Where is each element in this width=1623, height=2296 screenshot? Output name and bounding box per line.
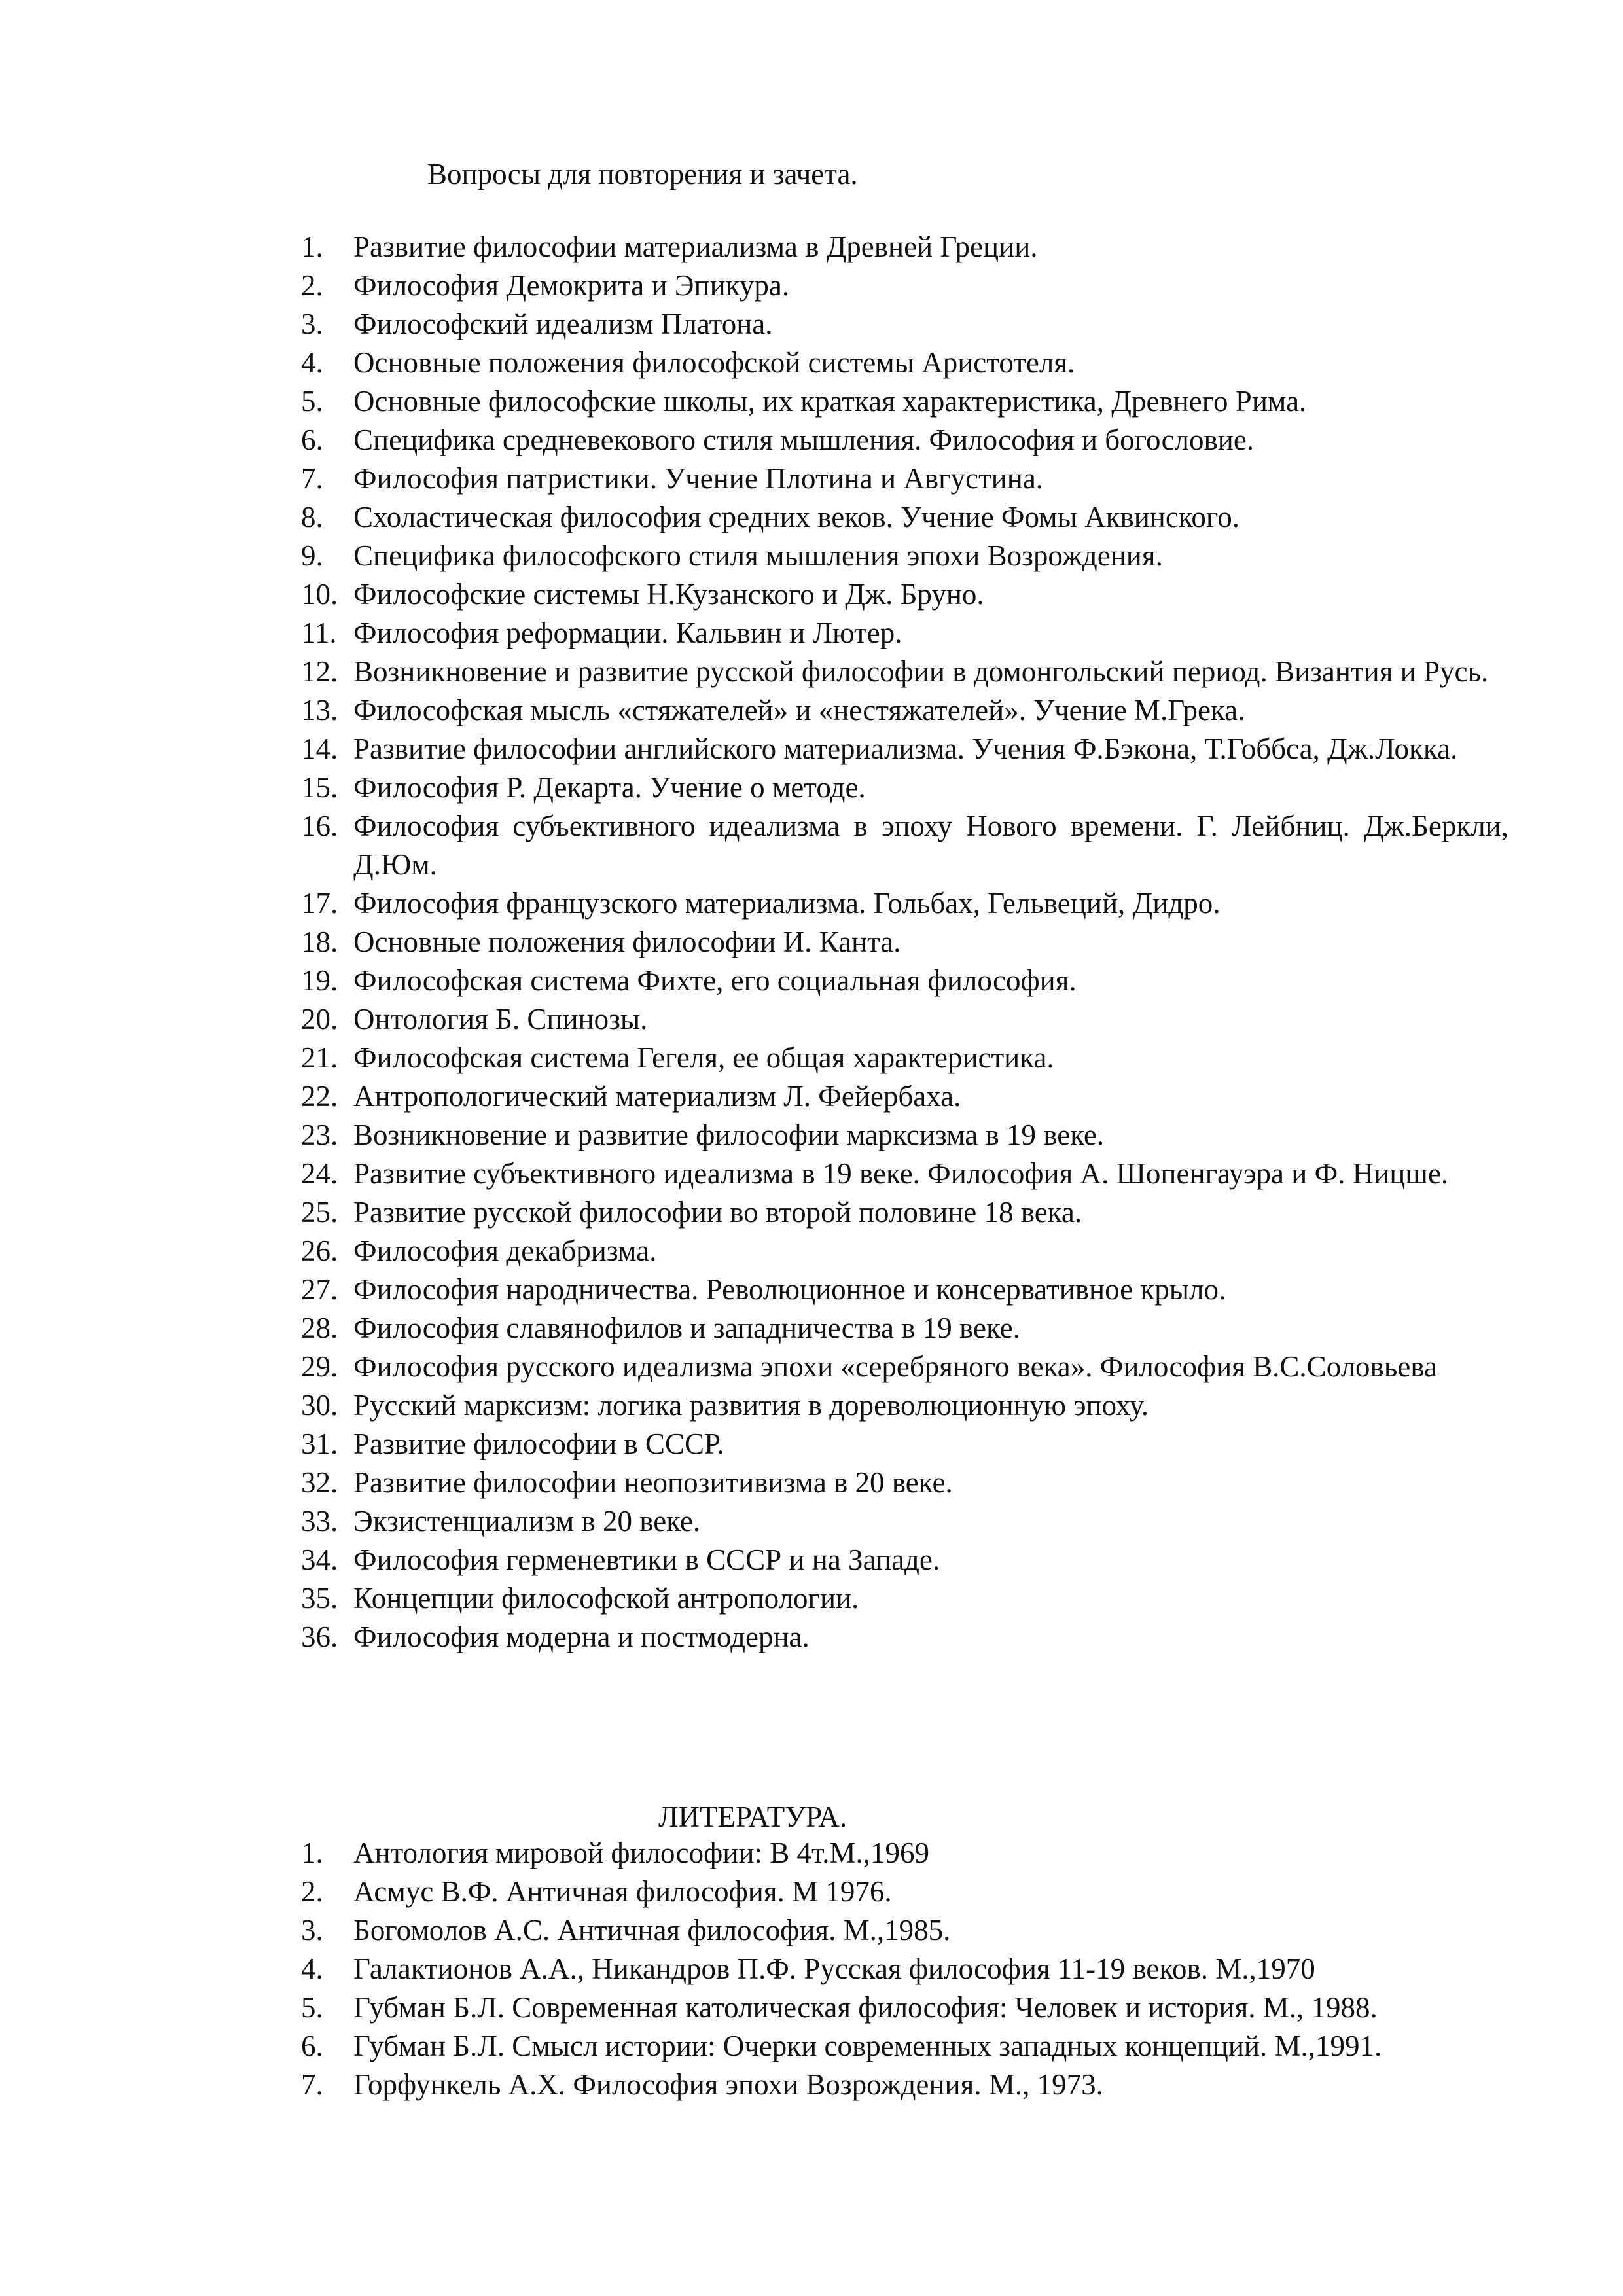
question-item [301, 923, 1508, 961]
item-number: 18. [301, 925, 338, 958]
item-text: Философия модерна и постмодерна. [353, 1621, 810, 1653]
question-item [301, 1270, 1508, 1309]
question-item [301, 1232, 1508, 1270]
literature-heading: ЛИТЕРАТУРА. [658, 1801, 847, 1833]
item-number: 7. [301, 462, 323, 495]
item-number: 5. [301, 385, 323, 418]
item-number: 17. [301, 887, 338, 920]
item-text: Специфика средневекового стиля мышления. Философия и богословие. [353, 423, 1255, 456]
item-number: 6. [301, 423, 323, 456]
item-number: 32. [301, 1466, 338, 1499]
item-text: Концепции философской антропологии. [353, 1582, 859, 1615]
question-item [301, 537, 1508, 575]
item-number: 25. [301, 1196, 338, 1229]
question-item [301, 1579, 1508, 1618]
item-number: 4. [301, 346, 323, 379]
item-number: 36. [301, 1621, 338, 1653]
question-item [301, 1425, 1508, 1463]
item-text: Философия декабризма. [353, 1234, 657, 1267]
question-item [301, 1618, 1508, 1657]
item-text: Философия субъективного идеализма в эпоху Нового времени. Г. Лейбниц. Дж.Беркли, Д.Юм. [353, 810, 1508, 881]
item-text: Философия Демокрита и Эпикура. [353, 269, 790, 302]
question-item [301, 653, 1508, 691]
item-text: Асмус В.Ф. Античная философия. М 1976. [353, 1875, 892, 1908]
item-text: Губман Б.Л. Смысл истории: Очерки современных западных концепций. М.,1991. [353, 2030, 1382, 2062]
literature-item [301, 1873, 1508, 1911]
item-text: Философские системы Н.Кузанского и Дж. Бруно. [353, 578, 984, 611]
item-text: Антология мировой философии: В 4т.М.,1969 [353, 1837, 930, 1869]
question-item [301, 691, 1508, 730]
question-item [301, 1116, 1508, 1155]
item-number: 3. [301, 1914, 323, 1946]
question-item [301, 1502, 1508, 1541]
question-item [301, 344, 1508, 382]
item-text: Развитие русской философии во второй половине 18 века. [353, 1196, 1082, 1229]
question-item [301, 575, 1508, 614]
item-number: 8. [301, 501, 323, 533]
question-item [301, 1000, 1508, 1039]
item-number: 2. [301, 1875, 323, 1908]
literature-item [301, 1988, 1508, 2027]
item-text: Философия французского материализма. Гольбах, Гельвеций, Дидро. [353, 887, 1221, 920]
item-number: 12. [301, 655, 338, 688]
item-text: Галактионов А.А., Никандров П.Ф. Русская философия 11-19 веков. М.,1970 [353, 1952, 1315, 1985]
item-text: Философия патристики. Учение Плотина и Августина. [353, 462, 1044, 495]
item-number: 11. [301, 617, 337, 649]
questions-heading: Вопросы для повторения и зачета. [427, 158, 858, 190]
item-number: 29. [301, 1350, 338, 1383]
question-item [301, 1039, 1508, 1077]
item-text: Развитие философии материализма в Древней Греции. [353, 230, 1038, 263]
item-text: Философия русского идеализма эпохи «серебряного века». Философия В.С.Соловьева [353, 1350, 1437, 1383]
item-number: 9. [301, 539, 323, 572]
literature-list [301, 1834, 1508, 2104]
question-item [301, 305, 1508, 344]
item-text: Антропологический материализм Л. Фейербаха. [353, 1080, 961, 1113]
literature-item [301, 2027, 1508, 2066]
item-text: Философская мысль «стяжателей» и «нестяжателей». Учение М.Грека. [353, 694, 1245, 726]
question-item [301, 1541, 1508, 1579]
question-item [301, 961, 1508, 1000]
item-text: Философская система Фихте, его социальная философия. [353, 964, 1077, 997]
item-text: Русский марксизм: логика развития в дореволюционную эпоху. [353, 1389, 1149, 1422]
item-number: 30. [301, 1389, 338, 1422]
item-number: 5. [301, 1991, 323, 2024]
item-number: 1. [301, 1837, 323, 1869]
item-text: Развитие субъективного идеализма в 19 веке. Философия А. Шопенгауэра и Ф. Ницше. [353, 1157, 1449, 1190]
item-number: 34. [301, 1543, 338, 1576]
item-number: 31. [301, 1427, 338, 1460]
item-number: 33. [301, 1505, 338, 1537]
question-item [301, 421, 1508, 459]
question-item [301, 1348, 1508, 1386]
item-number: 10. [301, 578, 338, 611]
item-text: Философская система Гегеля, ее общая характеристика. [353, 1041, 1054, 1074]
item-text: Богомолов А.С. Античная философия. М.,1985. [353, 1914, 951, 1946]
item-number: 35. [301, 1582, 338, 1615]
item-text: Философский идеализм Платона. [353, 308, 773, 340]
item-text: Горфункель А.Х. Философия эпохи Возрождения. М., 1973. [353, 2068, 1103, 2101]
question-item [301, 382, 1508, 421]
item-number: 21. [301, 1041, 338, 1074]
item-text: Основные положения философской системы Аристотеля. [353, 346, 1075, 379]
literature-item [301, 1911, 1508, 1950]
item-number: 24. [301, 1157, 338, 1190]
question-item [301, 1463, 1508, 1502]
item-number: 3. [301, 308, 323, 340]
question-item [301, 498, 1508, 537]
item-text: Философия славянофилов и западничества в 19 веке. [353, 1312, 1020, 1344]
item-number: 14. [301, 732, 338, 765]
item-number: 6. [301, 2030, 323, 2062]
question-item [301, 884, 1508, 923]
question-item [301, 730, 1508, 768]
questions-list [301, 228, 1508, 1657]
item-text: Возникновение и развитие философии марксизма в 19 веке. [353, 1119, 1105, 1151]
item-text: Развитие философии английского материализма. Учения Ф.Бэкона, Т.Гоббса, Дж.Локка. [353, 732, 1458, 765]
item-text: Развитие философии неопозитивизма в 20 веке. [353, 1466, 953, 1499]
item-text: Экзистенциализм в 20 веке. [353, 1505, 701, 1537]
item-number: 13. [301, 694, 338, 726]
item-number: 28. [301, 1312, 338, 1344]
item-number: 20. [301, 1003, 338, 1035]
question-item [301, 1386, 1508, 1425]
item-text: Возникновение и развитие русской философии в домонгольский период. Византия и Русь. [353, 655, 1489, 688]
item-number: 4. [301, 1952, 323, 1985]
item-number: 26. [301, 1234, 338, 1267]
literature-item [301, 1950, 1508, 1988]
item-number: 7. [301, 2068, 323, 2101]
item-text: Философия Р. Декарта. Учение о методе. [353, 771, 866, 804]
item-number: 27. [301, 1273, 338, 1306]
literature-item [301, 1834, 1508, 1873]
question-item [301, 768, 1508, 807]
literature-item [301, 2066, 1508, 2104]
item-text: Философия народничества. Революционное и консервативное крыло. [353, 1273, 1226, 1306]
item-text: Основные философские школы, их краткая характеристика, Древнего Рима. [353, 385, 1307, 418]
item-text: Схоластическая философия средних веков. Учение Фомы Аквинского. [353, 501, 1240, 533]
item-text: Губман Б.Л. Современная католическая философия: Человек и история. М., 1988. [353, 1991, 1378, 2024]
item-text: Философия герменевтики в СССР и на Западе. [353, 1543, 940, 1576]
question-item [301, 807, 1508, 884]
item-text: Развитие философии в СССР. [353, 1427, 724, 1460]
question-item [301, 1077, 1508, 1116]
question-item [301, 228, 1508, 266]
question-item [301, 614, 1508, 653]
item-number: 16. [301, 810, 338, 842]
question-item [301, 266, 1508, 305]
item-text: Философия реформации. Кальвин и Лютер. [353, 617, 902, 649]
item-text: Онтология Б. Спинозы. [353, 1003, 648, 1035]
question-item [301, 459, 1508, 498]
question-item [301, 1155, 1508, 1193]
item-number: 23. [301, 1119, 338, 1151]
question-item [301, 1309, 1508, 1348]
question-item [301, 1193, 1508, 1232]
item-number: 19. [301, 964, 338, 997]
item-text: Основные положения философии И. Канта. [353, 925, 901, 958]
item-number: 22. [301, 1080, 338, 1113]
item-number: 15. [301, 771, 338, 804]
item-number: 1. [301, 230, 323, 263]
item-text: Специфика философского стиля мышления эпохи Возрождения. [353, 539, 1163, 572]
item-number: 2. [301, 269, 323, 302]
